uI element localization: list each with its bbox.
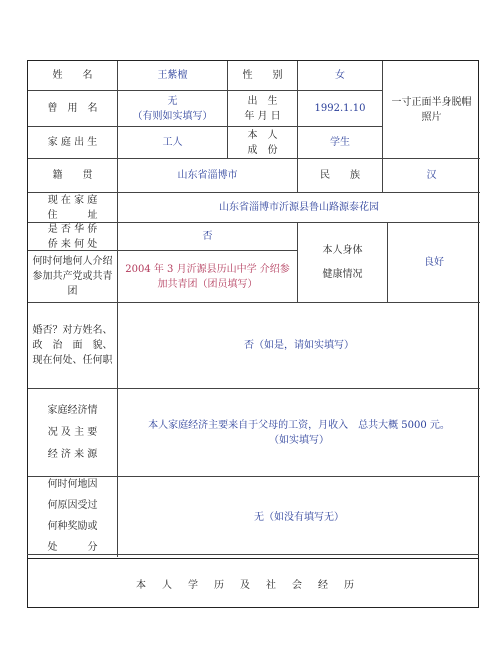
family-origin-value: 工人 — [118, 127, 228, 159]
birth-date-value: 1992.1.10 — [298, 91, 383, 127]
former-name-value: 无 （有则如实填写） — [118, 91, 228, 127]
family-origin-label: 家 庭 出 生 — [28, 127, 118, 159]
ethnic-label: 民 族 — [298, 159, 383, 193]
name-label: 姓 名 — [28, 61, 118, 91]
marriage-value: 否（如是，请如实填写） — [118, 303, 480, 389]
gender-value: 女 — [298, 61, 383, 91]
overseas-value: 否 — [118, 223, 298, 251]
native-place-label: 籍 贯 — [28, 159, 118, 193]
personal-status-value: 学生 — [298, 127, 383, 159]
overseas-label: 是 否 华 侨 侨 来 何 处 — [28, 223, 118, 251]
reward-punishment-value: 无（如没有填写无） — [254, 511, 344, 523]
ethnic-value: 汉 — [383, 159, 480, 193]
native-place-value: 山东省淄博市 — [118, 159, 298, 193]
marriage-label: 婚否？对方姓名、政 治 面 貌、现在何处、任何职 — [28, 303, 118, 389]
health-label: 本人身体 健康情况 — [298, 223, 388, 303]
party-membership-label: 何时何地何人介绍参加共产党或共青团 — [28, 251, 118, 303]
education-history-heading: 本人学历及社会经历 — [27, 558, 479, 608]
name-value: 王紫檀 — [118, 61, 228, 91]
gender-label: 性 别 — [228, 61, 298, 91]
photo-placeholder: 一寸正面半身脱帽照片 — [383, 61, 480, 159]
section-divider — [27, 554, 479, 555]
registration-form-table — [27, 60, 479, 608]
family-economy-value: 本人家庭经济主要来自于父母的工资，月收入 总共大概 5000 元。 （如实填写） — [118, 389, 480, 477]
birth-date-label: 出 生 年 月 日 — [228, 91, 298, 127]
health-value: 良好 — [388, 223, 480, 303]
address-value: 山东省淄博市沂源县鲁山路源泰花园 — [118, 193, 480, 223]
party-membership-value: 2004 年 3 月沂源县历山中学 介绍参加共青团（团员填写） — [118, 251, 298, 303]
former-name-label: 曾 用 名 — [28, 91, 118, 127]
reward-punishment-label: 何时何地因 何原因受过 何种奖励或 处 分 — [28, 477, 118, 557]
family-economy-label: 家庭经济情 况 及 主 要 经 济 来 源 — [28, 389, 118, 477]
address-label: 现 在 家 庭 住 址 — [28, 193, 118, 223]
personal-status-label: 本 人 成 份 — [228, 127, 298, 159]
